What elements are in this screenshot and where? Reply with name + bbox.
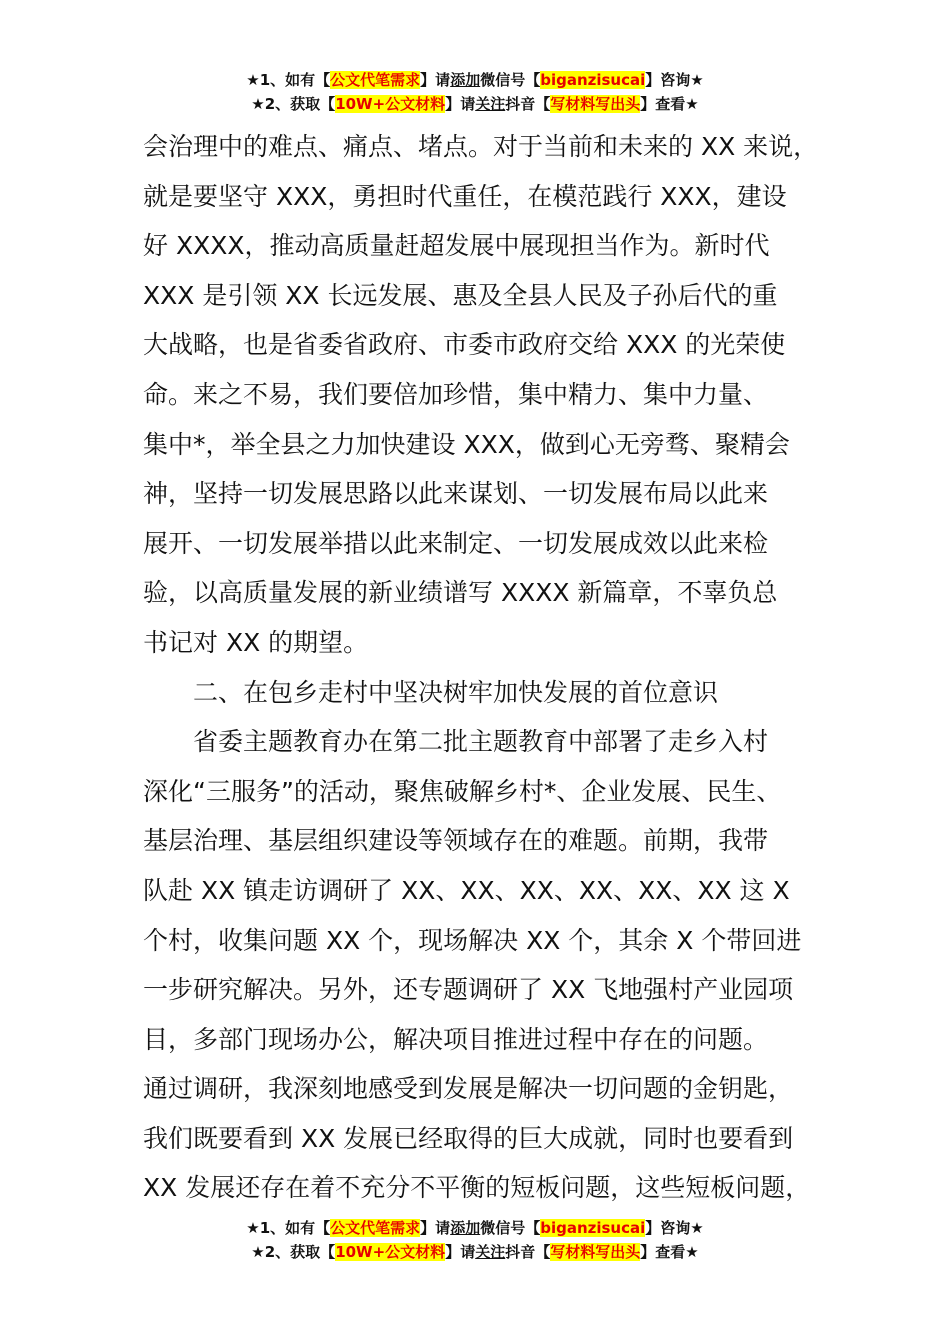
highlight-wechat-id: biganzisucai — [540, 1219, 646, 1237]
text-line: XXX 是引领 XX 长远发展、惠及全县人民及子孙后代的重 — [143, 280, 778, 310]
banner-underlined-text: 添加 — [450, 1219, 481, 1237]
banner-line-2 — [0, 1240, 950, 1264]
highlight-douyin-account: 写材料写出头 — [550, 1243, 641, 1261]
banner-text: ★2、获取【 — [251, 95, 336, 113]
banner-text: 微信号【 — [480, 71, 541, 89]
text-line: 会治理中的难点、痛点、堵点。对于当前和未来的 XX 来说， — [143, 132, 819, 161]
text-line: 基层治理、基层组织建设等领域存在的难题。前期，我带 — [143, 826, 769, 856]
text-line: 队赴 XX 镇走访调研了 XX、XX、XX、XX、XX、XX 这 X — [143, 875, 790, 905]
text-line: 目，多部门现场办公，解决项目推进过程中存在的问题。 — [143, 1024, 769, 1054]
banner-text: 】查看★ — [640, 95, 699, 113]
header-banner — [0, 68, 950, 116]
text-line: 大战略，也是省委省政府、市委市政府交给 XXX 的光荣使 — [143, 330, 786, 360]
highlight-writing-service: 公文代笔需求 — [330, 1219, 421, 1237]
banner-text: 】咨询★ — [645, 71, 704, 89]
paragraph-first-line: 省委主题教育办在第二批主题教育中部署了走乡入村 — [193, 727, 769, 757]
banner-line-1 — [0, 1216, 950, 1240]
banner-text: 】查看★ — [640, 1243, 699, 1261]
banner-text: 抖音【 — [505, 1243, 551, 1261]
document-body — [143, 122, 823, 1213]
banner-text: 】请 — [445, 95, 476, 113]
text-line: 神，坚持一切发展思路以此来谋划、一切发展布局以此来 — [143, 479, 769, 509]
highlight-materials: 10W+公文材料 — [335, 1243, 446, 1261]
banner-underlined-text: 添加 — [450, 71, 481, 89]
banner-text: 】请 — [420, 71, 451, 89]
text-line: 一步研究解决。另外，还专题调研了 XX 飞地强村产业园项 — [143, 975, 794, 1005]
highlight-douyin-account: 写材料写出头 — [550, 95, 641, 113]
banner-text: ★1、如有【 — [246, 71, 331, 89]
text-line: 验，以高质量发展的新业绩谱写 XXXX 新篇章，不辜负总 — [143, 578, 778, 608]
banner-text: 抖音【 — [505, 95, 551, 113]
banner-text: 】咨询★ — [645, 1219, 704, 1237]
banner-text: ★1、如有【 — [246, 1219, 331, 1237]
text-line: 深化“三服务”的活动，聚焦破解乡村*、企业发展、民生、 — [143, 776, 782, 806]
text-line: 个村，收集问题 XX 个，现场解决 XX 个，其余 X 个带回进 — [143, 925, 802, 955]
footer-banner — [0, 1216, 950, 1264]
highlight-writing-service: 公文代笔需求 — [330, 71, 421, 89]
text-line: 展开、一切发展举措以此来制定、一切发展成效以此来检 — [143, 528, 769, 558]
banner-text: 】请 — [420, 1219, 451, 1237]
banner-text: ★2、获取【 — [251, 1243, 336, 1261]
text-line: 书记对 XX 的期望。 — [143, 627, 369, 657]
highlight-materials: 10W+公文材料 — [335, 95, 446, 113]
banner-text: 微信号【 — [480, 1219, 541, 1237]
text-line: XX 发展还存在着不充分不平衡的短板问题，这些短板问题， — [143, 1173, 811, 1203]
text-line: 通过调研，我深刻地感受到发展是解决一切问题的金钥匙， — [143, 1074, 794, 1104]
text-line: 我们既要看到 XX 发展已经取得的巨大成就，同时也要看到 — [143, 1123, 794, 1153]
banner-text: 】请 — [445, 1243, 476, 1261]
section-heading: 二、在包乡走村中坚决树牢加快发展的首位意识 — [193, 677, 719, 707]
text-line: 好 XXXX，推动高质量赶超发展中展现担当作为。新时代 — [143, 231, 770, 261]
text-line: 命。来之不易，我们要倍加珍惜，集中精力、集中力量、 — [143, 379, 769, 409]
banner-underlined-text: 关注 — [475, 1243, 506, 1261]
banner-underlined-text: 关注 — [475, 95, 506, 113]
highlight-wechat-id: biganzisucai — [540, 71, 646, 89]
text-line: 就是要坚守 XXX，勇担时代重任，在模范践行 XXX，建设 — [143, 181, 787, 211]
banner-line-2 — [0, 92, 950, 116]
banner-line-1 — [0, 68, 950, 92]
text-line: 集中*，举全县之力加快建设 XXX，做到心无旁骛、聚精会 — [143, 429, 790, 459]
